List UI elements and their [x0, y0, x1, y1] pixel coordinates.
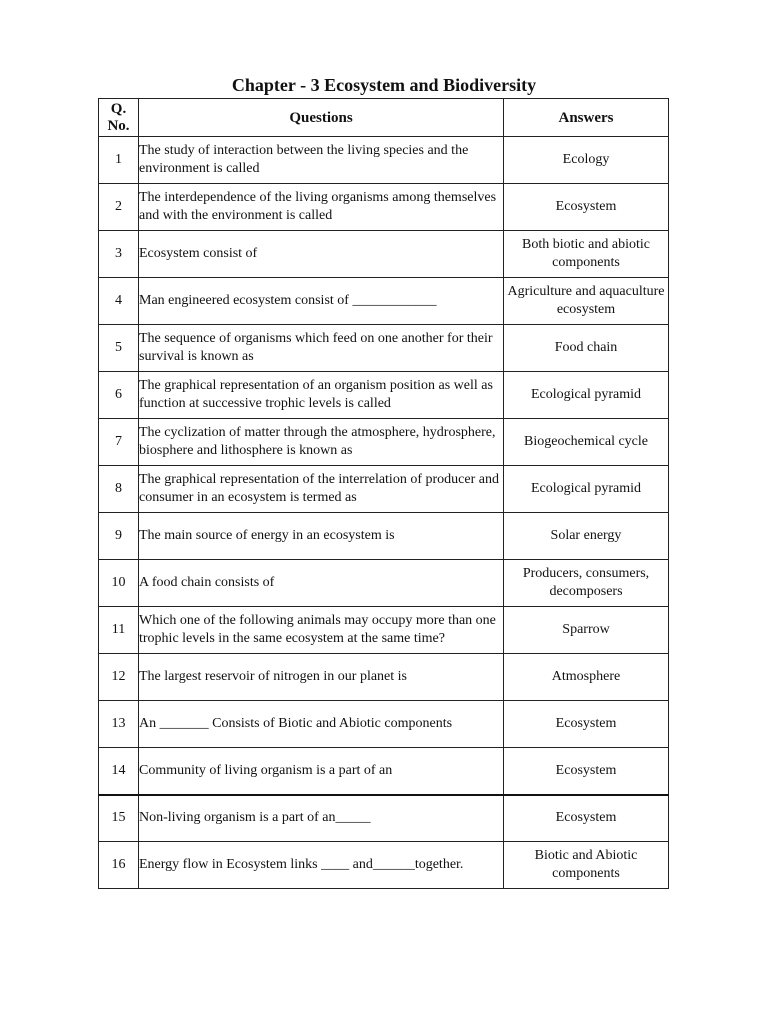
header-answers: Answers	[504, 99, 669, 137]
question-text: Which one of the following animals may occupy more than one trophic levels in the same ecosystem at the same time?	[139, 607, 504, 654]
table-row	[99, 137, 669, 184]
question-text: The cyclization of matter through the atmosphere, hydrosphere, biosphere and lithosphere is known as	[139, 419, 504, 466]
answer-text: Ecosystem	[504, 701, 669, 748]
answer-text: Ecosystem	[504, 795, 669, 842]
table-row	[99, 231, 669, 278]
question-text: Man engineered ecosystem consist of ____________	[139, 278, 504, 325]
table-row	[99, 372, 669, 419]
table-row	[99, 466, 669, 513]
header-questions: Questions	[139, 99, 504, 137]
question-number: 3	[99, 231, 139, 278]
question-text: The largest reservoir of nitrogen in our planet is	[139, 654, 504, 701]
question-number: 7	[99, 419, 139, 466]
answer-text: Sparrow	[504, 607, 669, 654]
table-row	[99, 701, 669, 748]
question-number: 10	[99, 560, 139, 607]
table-row	[99, 607, 669, 654]
answer-text: Producers, consumers, decomposers	[504, 560, 669, 607]
answer-text: Ecological pyramid	[504, 372, 669, 419]
table-header-row	[99, 99, 669, 137]
question-text: The interdependence of the living organisms among themselves and with the environment is called	[139, 184, 504, 231]
answer-text: Ecology	[504, 137, 669, 184]
question-text: The graphical representation of the interrelation of producer and consumer in an ecosystem is termed as	[139, 466, 504, 513]
question-text: Ecosystem consist of	[139, 231, 504, 278]
table-row	[99, 748, 669, 795]
answer-text: Both biotic and abiotic components	[504, 231, 669, 278]
answer-text: Ecological pyramid	[504, 466, 669, 513]
question-number: 4	[99, 278, 139, 325]
answer-text: Solar energy	[504, 513, 669, 560]
table-row	[99, 795, 669, 842]
answer-text: Agriculture and aquaculture ecosystem	[504, 278, 669, 325]
answer-text: Ecosystem	[504, 748, 669, 795]
table-row	[99, 842, 669, 889]
table-row	[99, 278, 669, 325]
questions-table	[98, 98, 669, 889]
table-row	[99, 560, 669, 607]
question-text: The graphical representation of an organism position as well as function at successive trophic levels is called	[139, 372, 504, 419]
table-row	[99, 184, 669, 231]
header-question-number: Q. No.	[99, 99, 139, 137]
question-text: Community of living organism is a part of an	[139, 748, 504, 795]
question-number: 11	[99, 607, 139, 654]
question-text: Non-living organism is a part of an_____	[139, 795, 504, 842]
question-number: 8	[99, 466, 139, 513]
question-number: 12	[99, 654, 139, 701]
question-number: 2	[99, 184, 139, 231]
question-number: 5	[99, 325, 139, 372]
question-number: 16	[99, 842, 139, 889]
question-number: 13	[99, 701, 139, 748]
question-text: Energy flow in Ecosystem links ____ and______together.	[139, 842, 504, 889]
answer-text: Biotic and Abiotic components	[504, 842, 669, 889]
answer-text: Biogeochemical cycle	[504, 419, 669, 466]
question-text: The main source of energy in an ecosystem is	[139, 513, 504, 560]
question-number: 9	[99, 513, 139, 560]
question-number: 1	[99, 137, 139, 184]
question-text: An _______ Consists of Biotic and Abiotic components	[139, 701, 504, 748]
question-text: The study of interaction between the living species and the environment is called	[139, 137, 504, 184]
question-number: 15	[99, 795, 139, 842]
answer-text: Food chain	[504, 325, 669, 372]
table-row	[99, 419, 669, 466]
question-text: The sequence of organisms which feed on one another for their survival is known as	[139, 325, 504, 372]
question-number: 14	[99, 748, 139, 795]
table-row	[99, 654, 669, 701]
question-number: 6	[99, 372, 139, 419]
answer-text: Ecosystem	[504, 184, 669, 231]
page-title: Chapter - 3 Ecosystem and Biodiversity	[231, 75, 537, 95]
table-row	[99, 513, 669, 560]
table-row	[99, 325, 669, 372]
question-text: A food chain consists of	[139, 560, 504, 607]
answer-text: Atmosphere	[504, 654, 669, 701]
